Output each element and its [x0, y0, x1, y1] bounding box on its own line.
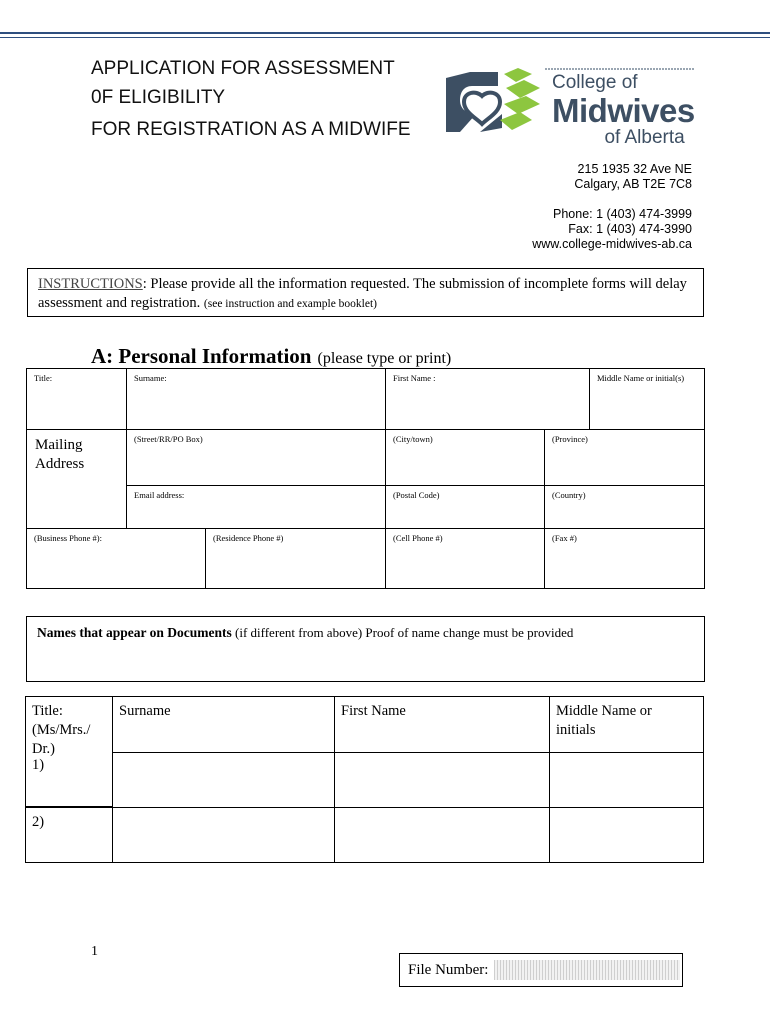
mailing-address-label: Mailing Address — [35, 437, 85, 472]
postal-code-label: (Postal Code) — [393, 490, 440, 500]
page-number: 1 — [91, 944, 98, 959]
title-line-1: APPLICATION FOR ASSESSMENT — [91, 58, 395, 79]
names-first-label: First Name — [341, 703, 406, 719]
instructions-note: (see instruction and example booklet) — [203, 298, 378, 310]
form-title — [91, 54, 411, 144]
middle-name-label: Middle Name or initial(s) — [597, 373, 685, 383]
names-middle-header — [549, 696, 704, 753]
middle-name-field[interactable] — [589, 368, 705, 430]
instructions-keyword: INSTRUCTIONS — [38, 276, 143, 292]
country-label: (Country) — [552, 490, 586, 500]
address-line-1: 215 1935 32 Ave NE — [577, 162, 692, 176]
logo-line-2: Midwives — [552, 92, 695, 129]
email-label: Email address: — [134, 490, 185, 500]
top-rule — [0, 32, 770, 34]
top-rule-thin — [0, 37, 770, 38]
business-phone-field[interactable] — [26, 528, 206, 589]
row1-middle-field[interactable] — [549, 752, 704, 808]
names-note: (if different from above) Proof of name change must be provided — [235, 625, 574, 640]
names-heading: Names that appear on Documents — [37, 625, 232, 640]
province-label: (Province) — [552, 434, 588, 444]
contact-info — [532, 162, 692, 252]
file-number-label: File Number: — [408, 962, 489, 978]
street-field[interactable] — [126, 429, 386, 486]
row-1-label: 1) — [32, 757, 45, 773]
college-logo-text — [552, 72, 695, 148]
logo-line-3: of Alberta — [604, 127, 685, 148]
title-field[interactable] — [26, 368, 127, 430]
names-first-header — [334, 696, 550, 753]
province-field[interactable] — [544, 429, 705, 486]
file-number-box — [399, 953, 683, 987]
row2-surname-field[interactable] — [112, 807, 335, 863]
fax-field[interactable] — [544, 528, 705, 589]
row2-title-field[interactable] — [25, 807, 113, 863]
instructions-box — [27, 268, 704, 317]
title-label: Title: — [34, 373, 53, 383]
website-link[interactable]: www.college-midwives-ab.ca — [532, 237, 692, 251]
fax-label: (Fax #) — [552, 533, 577, 543]
country-field[interactable] — [544, 485, 705, 529]
row2-middle-field[interactable] — [549, 807, 704, 863]
file-number-field[interactable] — [494, 960, 680, 980]
first-name-label: First Name : — [393, 373, 436, 383]
cell-phone-label: (Cell Phone #) — [393, 533, 443, 543]
city-label: (City/town) — [393, 434, 433, 444]
first-name-field[interactable] — [385, 368, 590, 430]
section-a-title: A: Personal Information — [91, 344, 312, 368]
address-line-2: Calgary, AB T2E 7C8 — [574, 177, 692, 191]
row1-first-field[interactable] — [334, 752, 550, 808]
mailing-address-cell — [26, 429, 127, 529]
email-field[interactable] — [126, 485, 386, 529]
section-a-subtitle: (please type or print) — [317, 350, 452, 367]
logo-line-1: College of — [552, 72, 638, 93]
fax: Fax: 1 (403) 474-3990 — [568, 222, 692, 236]
title-line-2: 0F ELIGIBILITY — [91, 87, 226, 108]
city-field[interactable] — [385, 429, 545, 486]
section-a-heading — [91, 344, 451, 369]
cell-phone-field[interactable] — [385, 528, 545, 589]
surname-label: Surname: — [134, 373, 167, 383]
names-surname-header — [112, 696, 335, 753]
residence-phone-label: (Residence Phone #) — [213, 533, 284, 543]
business-phone-label: (Business Phone #): — [34, 533, 102, 543]
instructions-text: : Please provide all the information requested. The submission of incomplete forms will delay assessment and registration. — [38, 276, 687, 311]
phone: Phone: 1 (403) 474-3999 — [553, 207, 692, 221]
names-on-documents-box — [26, 616, 705, 682]
names-title-header — [25, 696, 113, 807]
row1-surname-field[interactable] — [112, 752, 335, 808]
row2-first-field[interactable] — [334, 807, 550, 863]
surname-field[interactable] — [126, 368, 386, 430]
postal-code-field[interactable] — [385, 485, 545, 529]
names-middle-label: Middle Name or initials — [556, 703, 652, 738]
street-label: (Street/RR/PO Box) — [134, 434, 203, 444]
names-surname-label: Surname — [119, 703, 171, 719]
row-2-label: 2) — [32, 814, 45, 830]
names-title-label: Title: (Ms/Mrs./ Dr.) — [32, 703, 91, 757]
title-line-3: FOR REGISTRATION AS A MIDWIFE — [91, 119, 411, 140]
residence-phone-field[interactable] — [205, 528, 386, 589]
logo-rule — [545, 68, 695, 70]
